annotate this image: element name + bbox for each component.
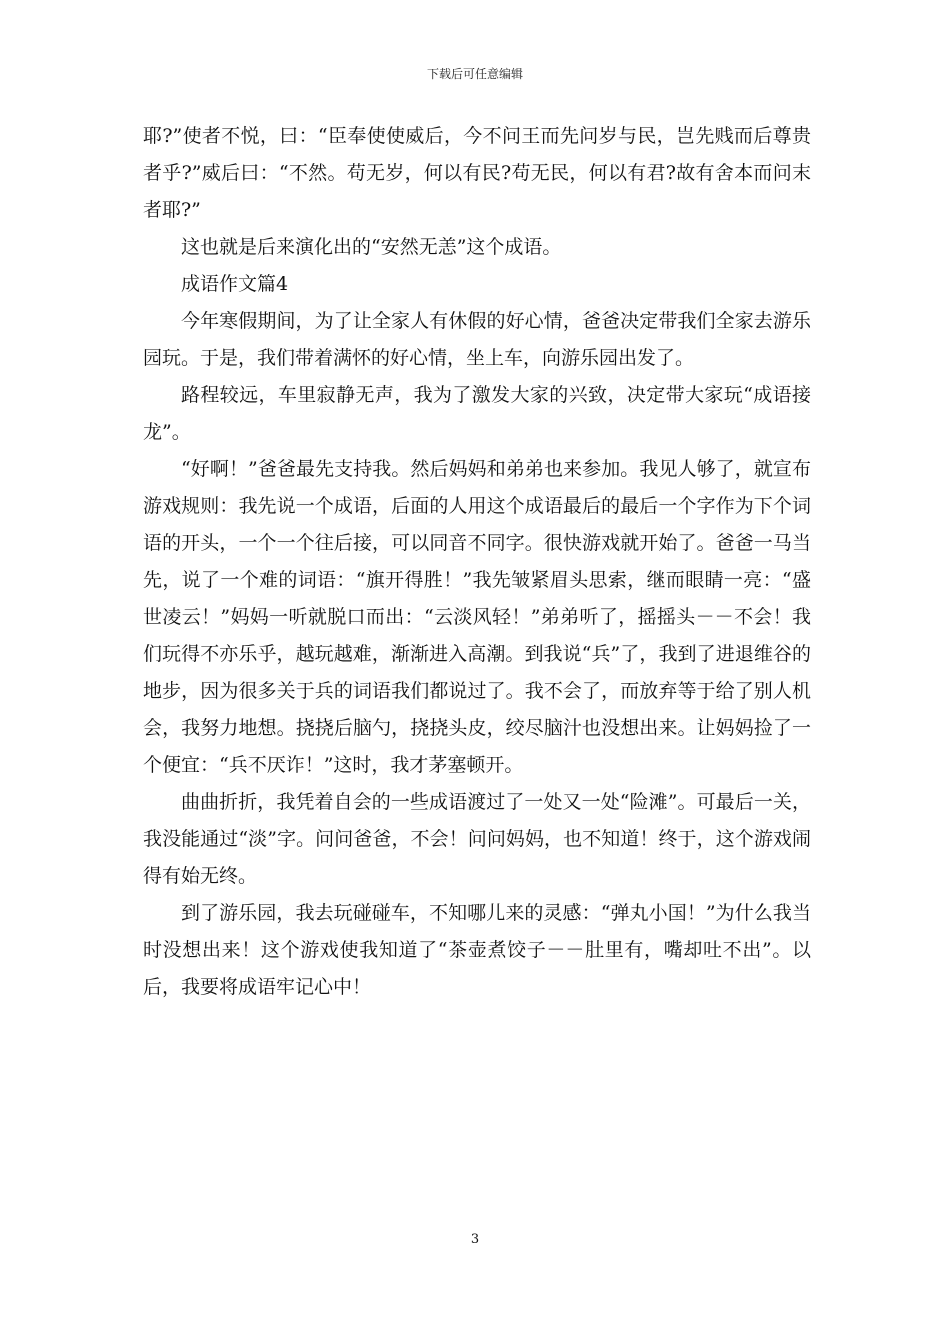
paragraph: 曲曲折折，我凭着自会的一些成语渡过了一处又一处“险滩”。可最后一关，我没能通过“淡”字。问问爸爸，不会！问问妈妈，也不知道！终于，这个游戏闹得有始无终。 [143,791,811,887]
paragraph: 这也就是后来演化出的“安然无恙”这个成语。 [181,236,562,258]
paragraph: 路程较远，车里寂静无声，我为了激发大家的兴致，决定带大家玩“成语接龙”。 [143,384,811,443]
paragraph: 到了游乐园，我去玩碰碰车，不知哪儿来的灵感：“弹丸小国！”为什么我当时没想出来！这个游戏使我知道了“茶壶煮饺子－－肚里有，嘴却吐不出”。以后，我要将成语牢记心中！ [143,902,811,998]
document-body [143,118,811,1006]
page-header: 下载后可任意编辑 [426,67,523,81]
paragraph-continuation: 耶?”使者不悦，曰：“臣奉使使威后，今不问王而先问岁与民，岂先贱而后尊贵者乎?”威后曰：“不然。苟无岁，何以有民?苟无民，何以有君?故有舍本而问末者耶?” [143,125,811,221]
page-number: 3 [470,1232,480,1247]
paragraph: “好啊！”爸爸最先支持我。然后妈妈和弟弟也来参加。我见人够了，就宣布游戏规则：我先说一个成语，后面的人用这个成语最后的最后一个字作为下个词语的开头，一个一个往后接，可以同音不同字。很快游戏就开始了。爸爸一马当先，说了一个难的词语：“旗开得胜！”我先皱紧眉头思索，继而眼睛一亮：“盛世凌云！”妈妈一听就脱口而出：“云淡风轻！”弟弟听了，摇摇头－－不会！我们玩得不亦乐乎，越玩越难，渐渐进入高潮。到我说“兵”了，我到了进退维谷的地步，因为很多关于兵的词语我们都说过了。我不会了，而放弃等于给了别人机会，我努力地想。挠挠后脑勺，挠挠头皮，绞尽脑汁也没想出来。让妈妈捡了一个便宜：“兵不厌诈！”这时，我才茅塞顿开。 [143,458,811,776]
section-heading: 成语作文篇4 [181,273,289,295]
paragraph: 今年寒假期间，为了让全家人有休假的好心情，爸爸决定带我们全家去游乐园玩。于是，我们带着满怀的好心情，坐上车，向游乐园出发了。 [143,310,811,369]
